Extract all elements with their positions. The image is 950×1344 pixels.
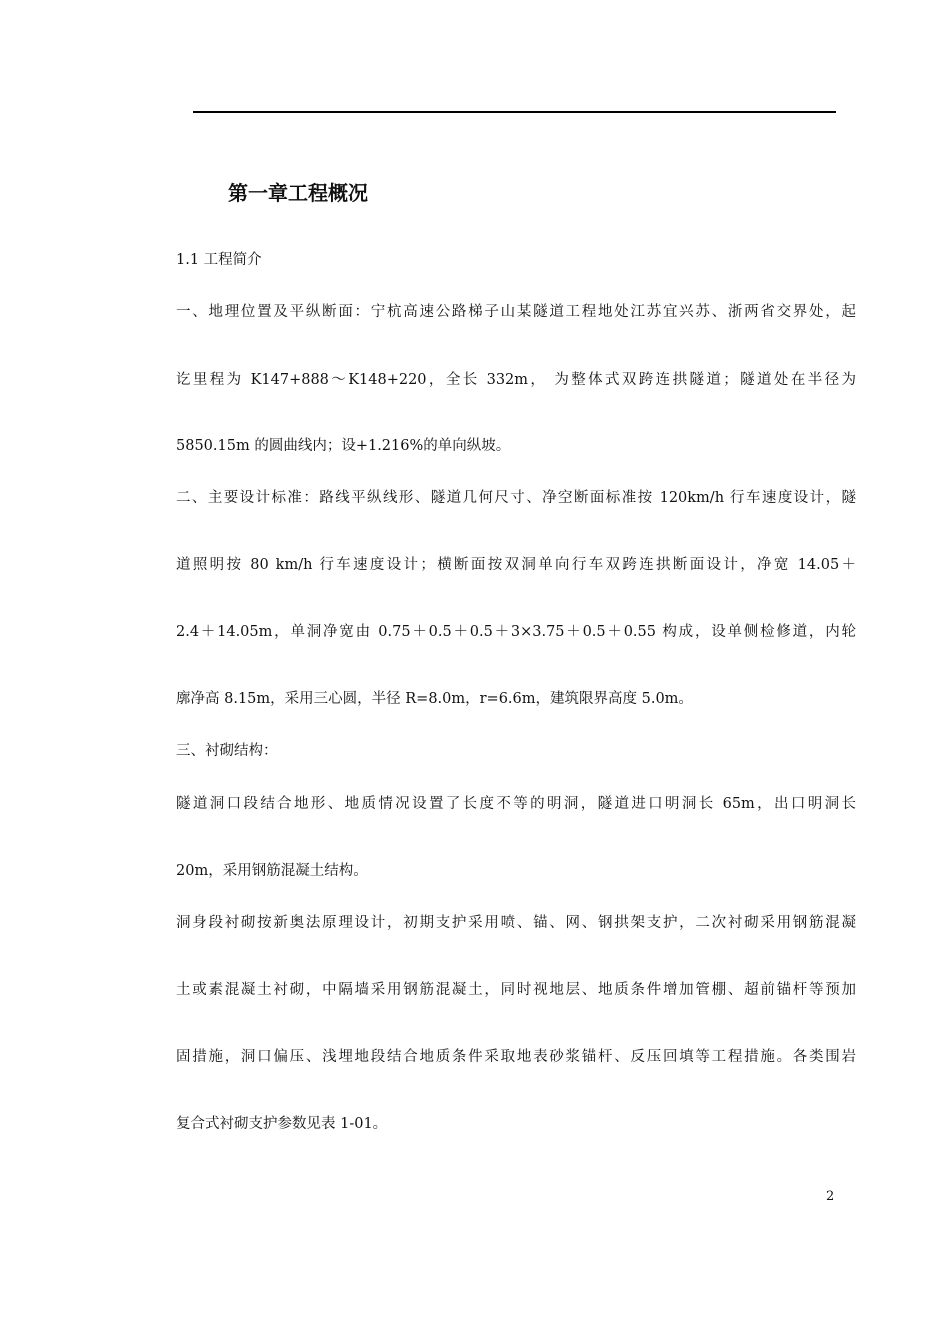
paragraph-line: 隧道洞口段结合地形、地质情况设置了长度不等的明洞，隧道进口明洞长 65m，出口明洞长 xyxy=(176,796,856,812)
section-heading: 1.1 工程简介 xyxy=(176,252,262,268)
paragraph-line: 土或素混凝土衬砌，中隔墙采用钢筋混凝土，同时视地层、地质条件增加管棚、超前锚杆等预加 xyxy=(176,982,856,998)
subsection-heading: 三、衬砌结构： xyxy=(176,743,278,759)
chapter-title: 第一章工程概况 xyxy=(228,181,368,205)
paragraph-line: 二、主要设计标准：路线平纵线形、隧道几何尺寸、净空断面标准按 120km/h 行车速度设计，隧 xyxy=(176,490,856,506)
paragraph-line: 固措施，洞口偏压、浅埋地段结合地质条件采取地表砂浆锚杆、反压回填等工程措施。各类围岩 xyxy=(176,1049,856,1065)
paragraph-line: 洞身段衬砌按新奥法原理设计，初期支护采用喷、锚、网、钢拱架支护，二次衬砌采用钢筋混凝 xyxy=(176,915,856,931)
paragraph-line: 讫里程为 K147+888～K148+220，全长 332m， 为整体式双跨连拱隧道；隧道处在半径为 xyxy=(176,372,856,388)
paragraph-line: 道照明按 80 km/h 行车速度设计；横断面按双洞单向行车双跨连拱断面设计，净宽 14.05＋ xyxy=(176,557,856,573)
paragraph-line: 一、地理位置及平纵断面：宁杭高速公路梯子山某隧道工程地处江苏宜兴苏、浙两省交界处，起 xyxy=(176,304,856,320)
header-rule xyxy=(193,111,836,113)
paragraph-line: 2.4＋14.05m，单洞净宽由 0.75＋0.5＋0.5＋3×3.75＋0.5＋0.55 构成，设单侧检修道，内轮 xyxy=(176,624,856,640)
page-number: 2 xyxy=(826,1189,835,1204)
paragraph-line: 廓净高 8.15m，采用三心圆，半径 R=8.0m，r=6.6m，建筑限界高度 5.0m。 xyxy=(176,691,693,707)
paragraph-line: 5850.15m 的圆曲线内；设+1.216%的单向纵坡。 xyxy=(176,438,511,454)
paragraph-line: 复合式衬砌支护参数见表 1-01。 xyxy=(176,1116,388,1132)
paragraph-line: 20m，采用钢筋混凝土结构。 xyxy=(176,863,368,879)
